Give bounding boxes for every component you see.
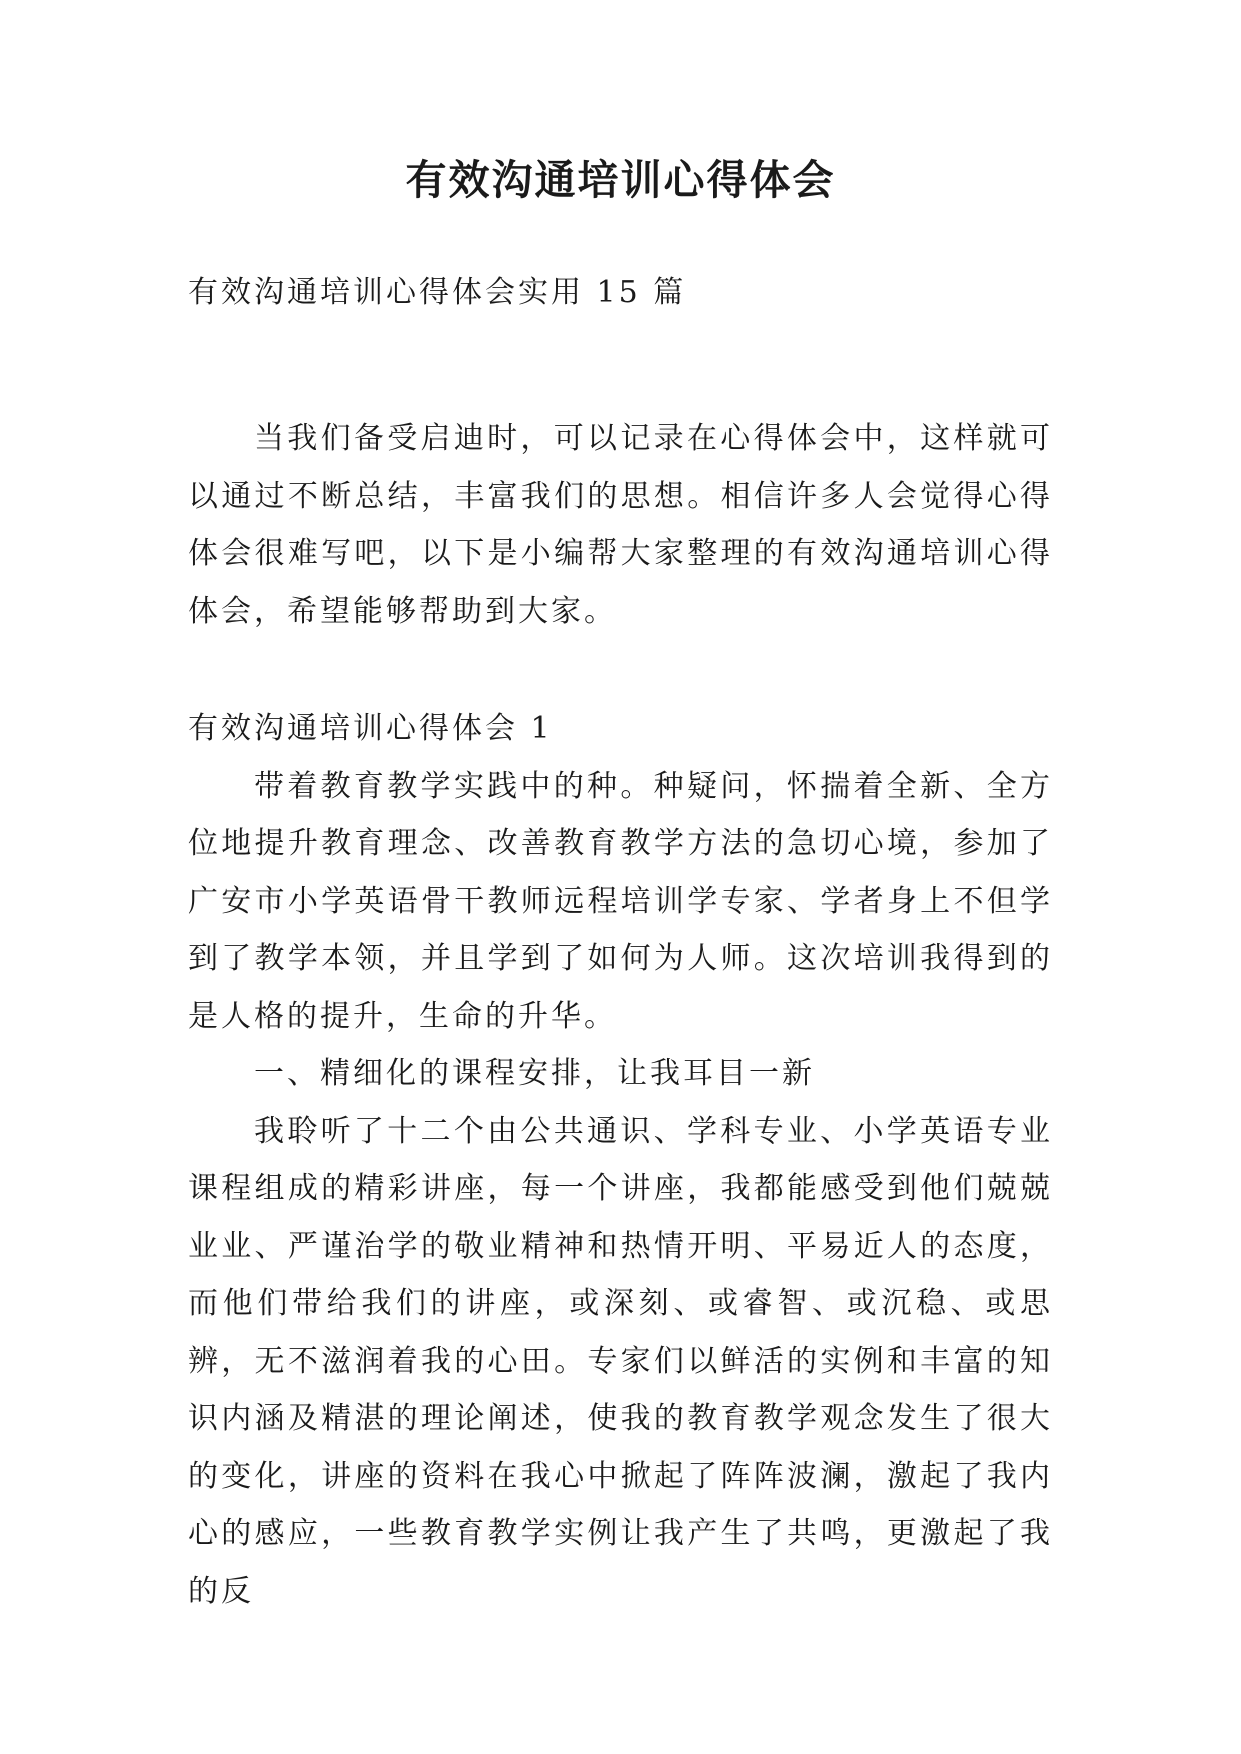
intro-block bbox=[188, 410, 1053, 640]
subtitle-text: 有效沟通培训心得体会实用 15 篇 bbox=[188, 275, 687, 310]
document-title: 有效沟通培训心得体会 bbox=[405, 156, 836, 204]
section-paragraph: 带着教育教学实践中的种。种疑问，怀揣着全新、全方位地提升教育理念、改善教育教学方法的急切心境，参加了广安市小学英语骨干教师远程培训学专家、学者身上不但学到了教学本领，并且学到了如何为人师。这次培训我得到的是人格的提升，生命的升华。 bbox=[188, 768, 1053, 1034]
section-subheading: 一、精细化的课程安排，让我耳目一新 bbox=[254, 1056, 815, 1091]
document-subtitle bbox=[188, 264, 1053, 322]
intro-paragraph: 当我们备受启迪时，可以记录在心得体会中，这样就可以通过不断总结，丰富我们的思想。相信许多人会觉得心得体会很难写吧，以下是小编帮大家整理的有效沟通培训心得体会，希望能够帮助到大家。 bbox=[188, 421, 1053, 629]
section-paragraph: 我聆听了十二个由公共通识、学科专业、小学英语专业课程组成的精彩讲座，每一个讲座，我都能感受到他们兢兢业业、严谨治学的敬业精神和热情开明、平易近人的态度，而他们带给我们的讲座，或深刻、或睿智、或沉稳、或思辨，无不滋润着我的心田。专家们以鲜活的实例和丰富的知识内涵及精湛的理论阐述，使我的教育教学观念发生了很大的变化，讲座的资料在我心中掀起了阵阵波澜，激起了我内心的感应，一些教育教学实例让我产生了共鸣，更激起了我的反 bbox=[188, 1113, 1053, 1609]
section-heading: 有效沟通培训心得体会 1 bbox=[188, 711, 553, 746]
section-1 bbox=[188, 700, 1053, 1620]
